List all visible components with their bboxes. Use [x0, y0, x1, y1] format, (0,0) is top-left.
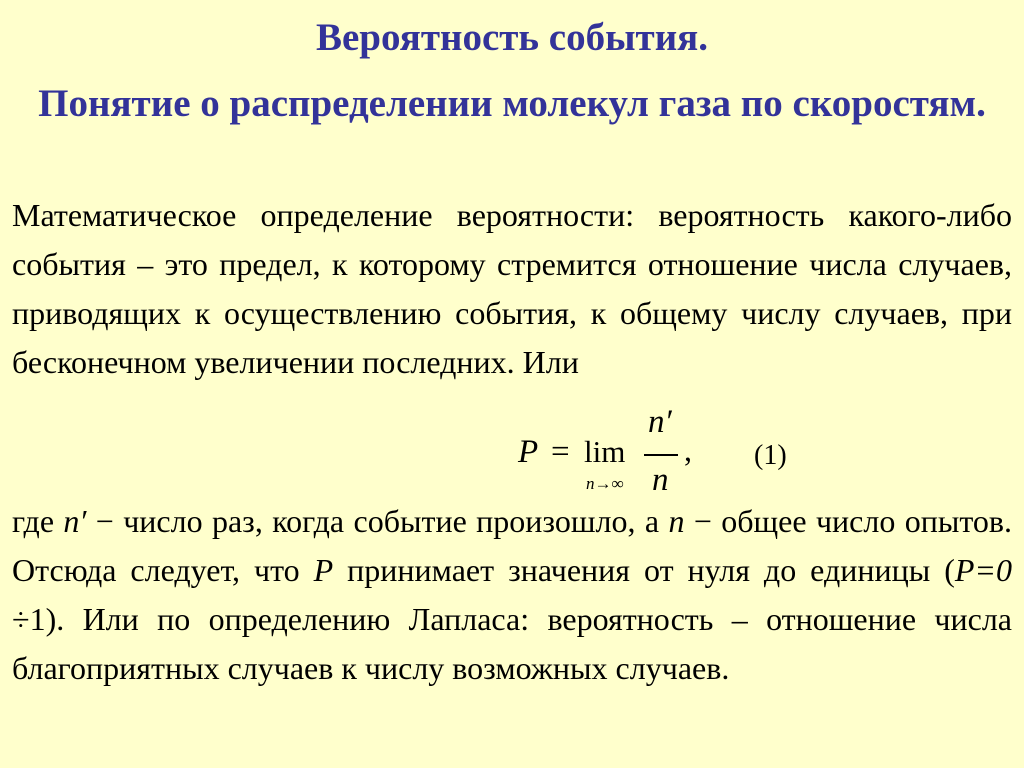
variable-n-prime: n′	[63, 503, 87, 539]
formula-number-label: (1)	[754, 440, 787, 471]
formula-comma: ,	[684, 432, 692, 468]
formula-lim-subscript: n→∞	[586, 474, 624, 493]
probability-formula	[518, 404, 818, 504]
formula-lim: lim	[584, 434, 626, 469]
explanation-text: − число раз, когда событие произошло, а	[86, 503, 669, 539]
explanation-text: принимает значения от нуля до единицы (	[333, 552, 955, 588]
formula-numerator: n′	[648, 404, 672, 440]
slide-subtitle: Понятие о распределении молекул газа по скоростям.	[38, 82, 986, 125]
formula-fraction-bar	[644, 454, 678, 456]
variable-n: n	[668, 503, 685, 539]
explanation-paragraph	[12, 497, 1012, 693]
formula-equals: =	[551, 434, 570, 470]
definition-paragraph: Математическое определение вероятности: вероятность какого-либо события – это предел, к которому стремится отношение числа случаев, приводящих к осуществлению события, к общему числу случаев, при бесконечном увеличении последних. Или	[12, 197, 1012, 380]
slide-title: Вероятность события.	[315, 16, 709, 59]
explanation-text: где	[12, 503, 64, 539]
explanation-text: − общее число опытов. Отсюда следует, что	[12, 503, 1013, 588]
explanation-text: ÷1). Или по определению Лапласа: вероятность – отношение числа благоприятных случаев к числу возможных случаев.	[12, 601, 1012, 686]
variable-p-range: P=0	[954, 552, 1013, 588]
formula-lhs: P	[518, 434, 539, 470]
formula-denominator: n	[652, 462, 669, 498]
variable-p: P	[313, 552, 334, 588]
